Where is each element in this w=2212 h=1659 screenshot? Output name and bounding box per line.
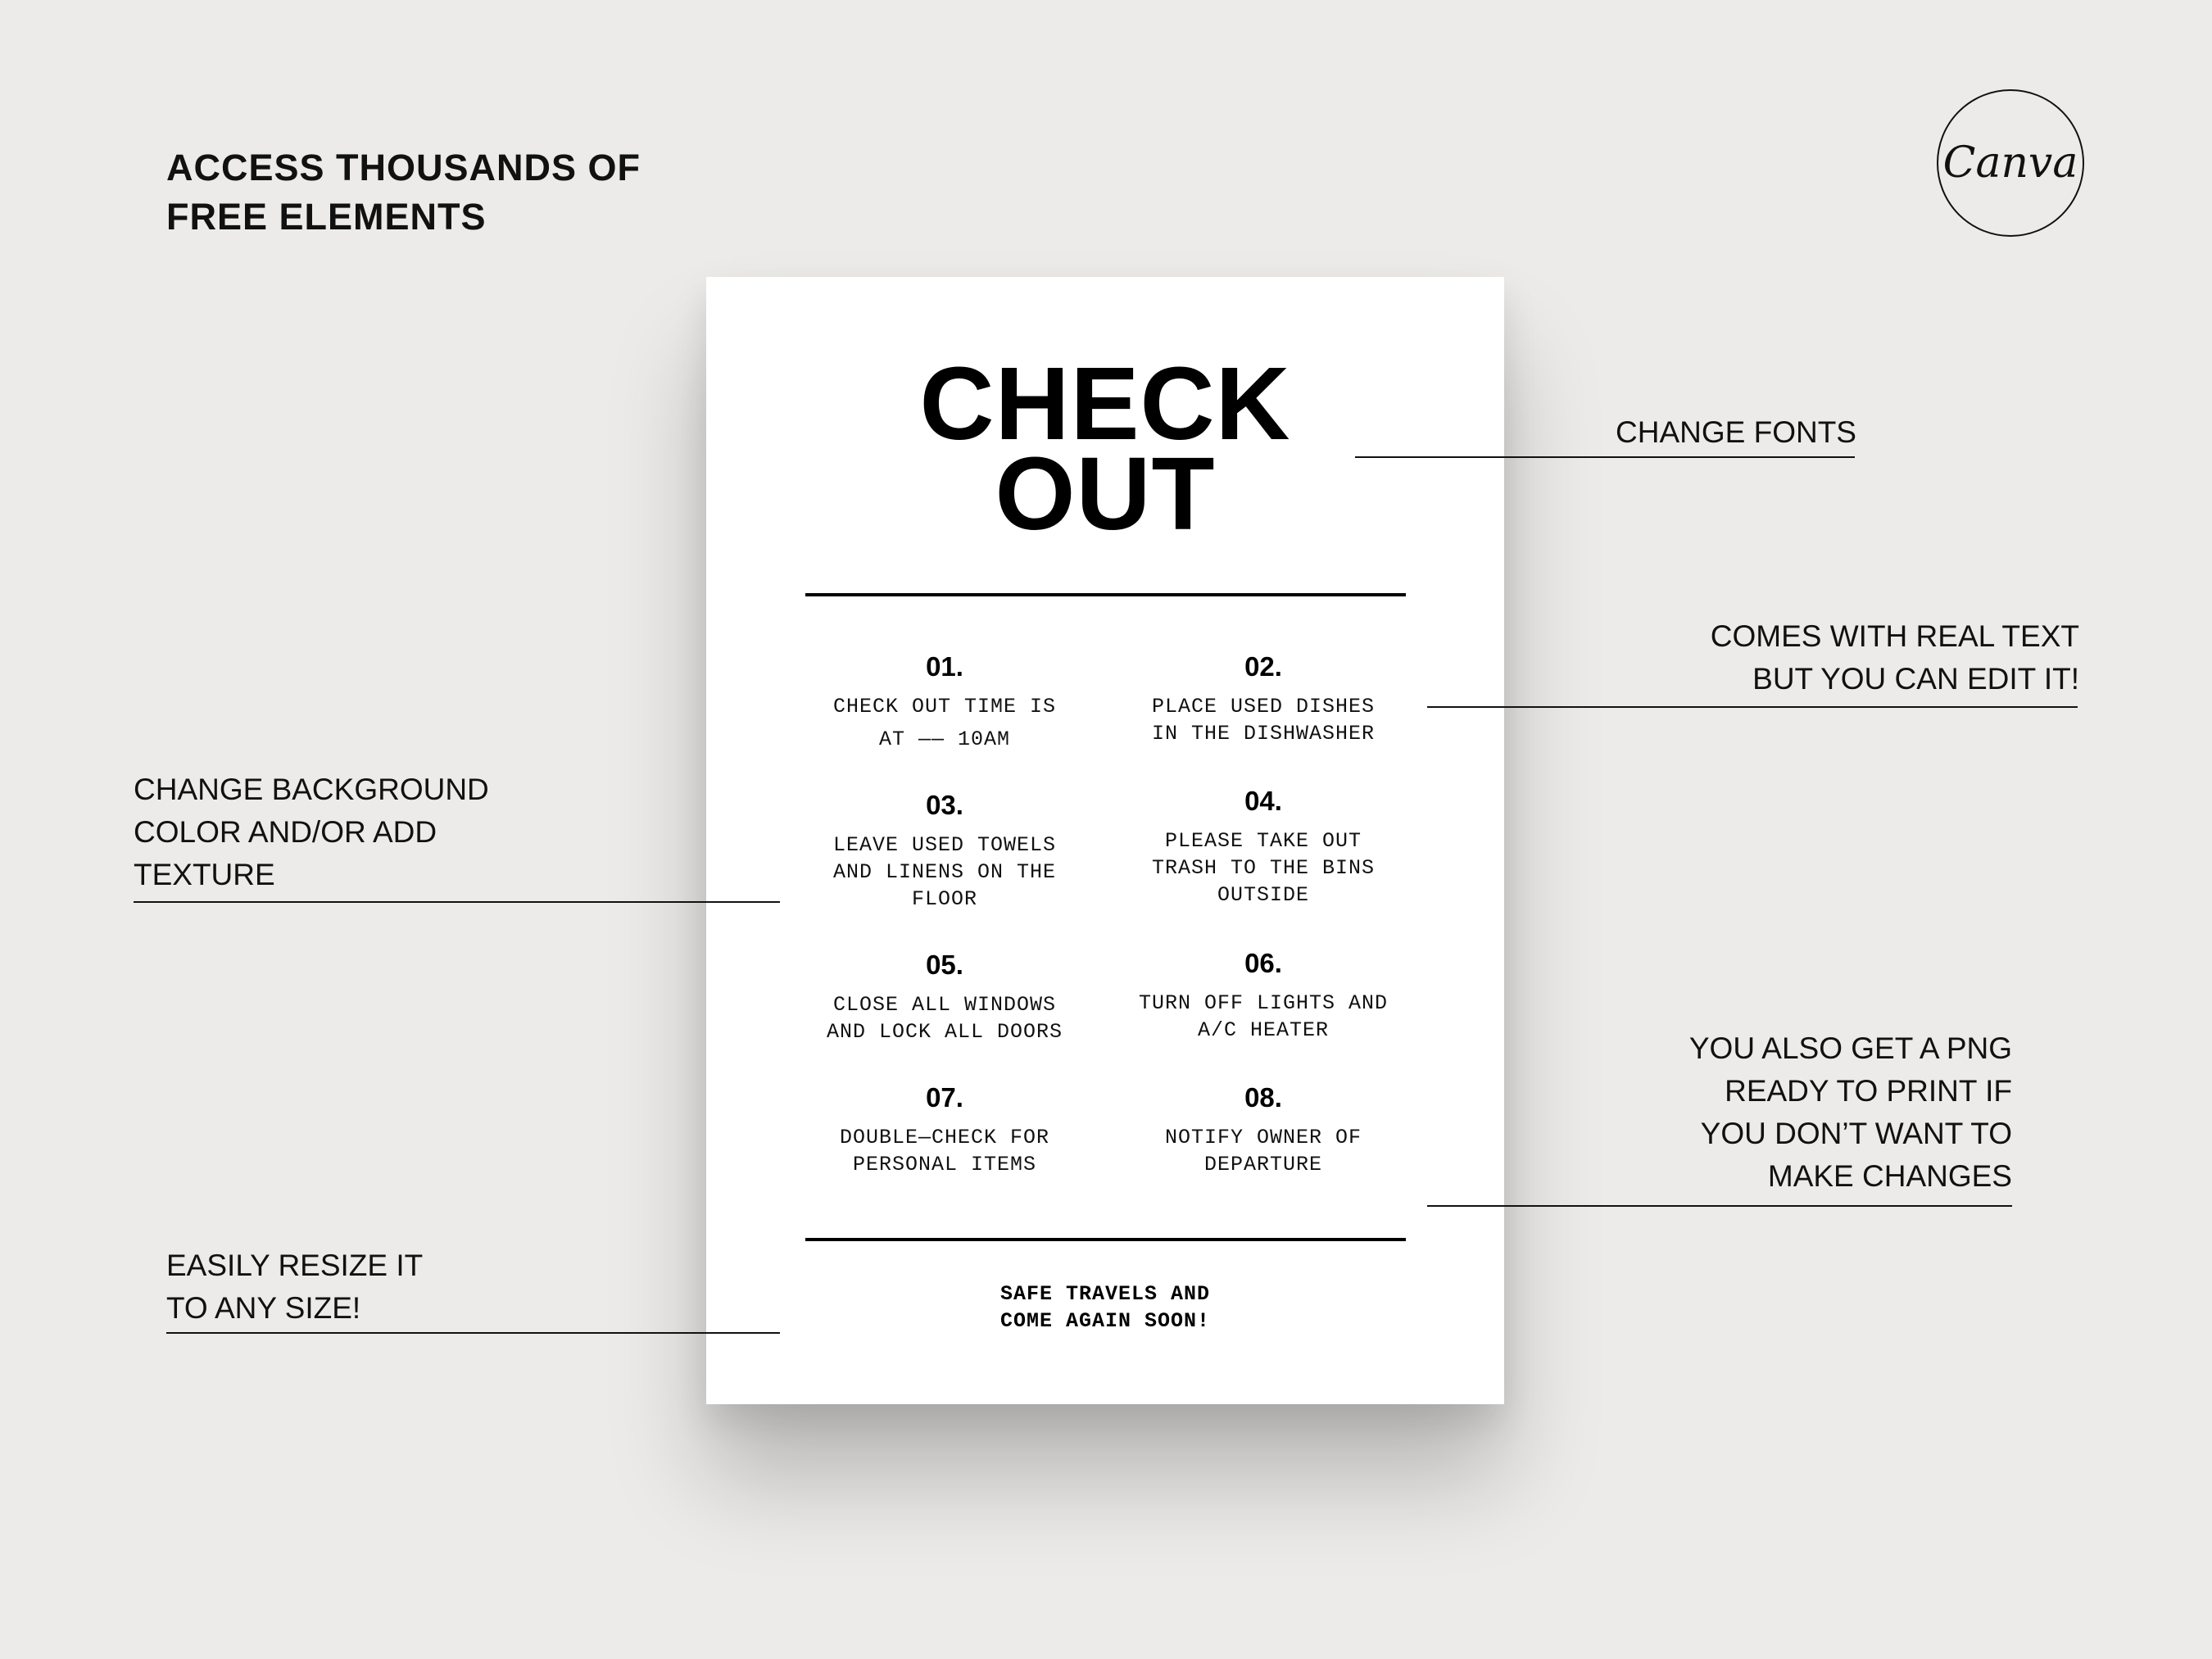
callout-leader-line <box>1427 1205 2012 1207</box>
step-number: 06. <box>1244 948 1282 978</box>
step-line: FLOOR <box>911 887 977 911</box>
step-line: PERSONAL ITEMS <box>852 1153 1037 1176</box>
step-line: DOUBLE—CHECK FOR <box>839 1126 1050 1149</box>
callout-real-text <box>1606 615 2079 700</box>
callout-leader-line <box>166 1332 780 1334</box>
step-line: LEAVE USED TOWELS <box>832 833 1057 857</box>
step-line: A/C HEATER <box>1197 1018 1330 1042</box>
step-number: 02. <box>1244 651 1282 682</box>
canva-logo-icon <box>1937 89 2084 237</box>
step-01 <box>793 650 1096 753</box>
step-line: DEPARTURE <box>1203 1153 1323 1176</box>
callout-line: COMES WITH REAL TEXT <box>1710 619 2079 653</box>
step-line: CHECK OUT TIME IS <box>832 695 1057 718</box>
step-number: 08. <box>1244 1082 1282 1113</box>
step-number: 03. <box>926 790 963 820</box>
step-text <box>793 1124 1096 1178</box>
step-text <box>793 693 1096 753</box>
step-line: AND LOCK ALL DOORS <box>826 1020 1063 1044</box>
top-divider <box>805 593 1406 596</box>
step-number: 04. <box>1244 786 1282 816</box>
footer-line-2: COME AGAIN SOON! <box>999 1309 1211 1333</box>
step-text <box>1112 990 1415 1044</box>
step-line: PLACE USED DISHES <box>1151 695 1376 718</box>
callout-line: TEXTURE <box>134 858 275 891</box>
callout-leader-line <box>1427 706 2078 708</box>
step-number: 07. <box>926 1082 963 1113</box>
step-line: IN THE DISHWASHER <box>1151 722 1376 746</box>
step-line: OUTSIDE <box>1217 883 1310 907</box>
callout-line: COLOR AND/OR ADD <box>134 815 437 849</box>
step-08 <box>1112 1081 1415 1178</box>
callout-line: MAKE CHANGES <box>1767 1159 2012 1193</box>
step-text <box>1112 827 1415 909</box>
callout-change-fonts <box>1557 411 1856 454</box>
footer-line-1: SAFE TRAVELS AND <box>999 1282 1211 1306</box>
step-line: TRASH TO THE BINS <box>1151 856 1376 880</box>
step-03 <box>793 789 1096 913</box>
card-title-line-2: OUT <box>995 436 1216 551</box>
callout-line: YOU DON’T WANT TO <box>1700 1117 2012 1150</box>
step-04 <box>1112 785 1415 909</box>
callout-leader-line <box>134 901 780 903</box>
card-footer <box>706 1281 1504 1335</box>
step-text <box>1112 1124 1415 1178</box>
callout-png <box>1598 1027 2012 1198</box>
step-text <box>793 832 1096 913</box>
step-line: AND LINENS ON THE <box>832 860 1057 884</box>
step-line: AT —— 10AM <box>878 728 1011 751</box>
headline-line-2: FREE ELEMENTS <box>166 196 487 238</box>
step-06 <box>1112 947 1415 1044</box>
step-line: TURN OFF LIGHTS AND <box>1138 991 1389 1015</box>
step-line: CLOSE ALL WINDOWS <box>832 993 1057 1017</box>
logo-text: Canva <box>1942 138 2078 188</box>
step-line: NOTIFY OWNER OF <box>1164 1126 1362 1149</box>
step-07 <box>793 1081 1096 1178</box>
step-number: 01. <box>926 651 963 682</box>
callout-line: CHANGE BACKGROUND <box>134 773 489 806</box>
callout-line: EASILY RESIZE IT <box>166 1249 424 1282</box>
headline <box>166 143 641 242</box>
step-02 <box>1112 650 1415 747</box>
step-number: 05. <box>926 950 963 980</box>
callout-line: READY TO PRINT IF <box>1725 1074 2012 1108</box>
callout-leader-line <box>1355 456 1855 458</box>
callout-line: TO ANY SIZE! <box>166 1291 361 1325</box>
step-text <box>1112 693 1415 747</box>
step-05 <box>793 949 1096 1045</box>
card-title-line-1: CHECK <box>919 346 1291 461</box>
callout-line: YOU ALSO GET A PNG <box>1688 1031 2012 1065</box>
callout-background <box>134 768 707 896</box>
bottom-divider <box>805 1238 1406 1241</box>
step-line: PLEASE TAKE OUT <box>1164 829 1362 853</box>
headline-line-1: ACCESS THOUSANDS OF <box>166 147 641 188</box>
callout-line: CHANGE FONTS <box>1616 415 1856 449</box>
callout-resize <box>166 1244 658 1330</box>
checkout-card <box>706 277 1504 1404</box>
step-text <box>793 991 1096 1045</box>
callout-line: BUT YOU CAN EDIT IT! <box>1752 662 2079 696</box>
